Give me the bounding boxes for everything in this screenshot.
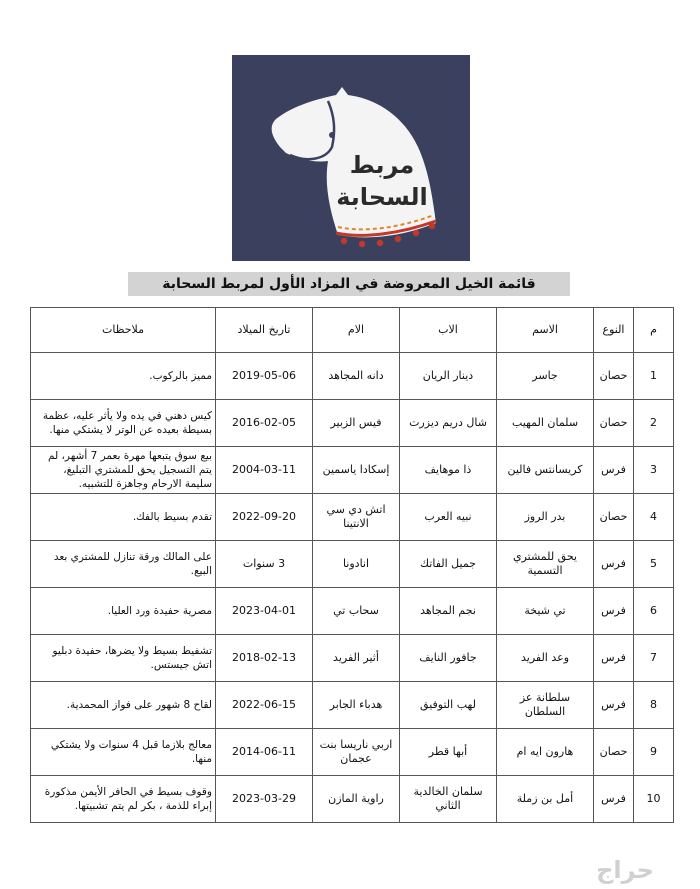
- cell-number: 3: [634, 447, 674, 494]
- cell-birth-date: 2023-03-29: [216, 776, 313, 823]
- cell-type: فرس: [594, 635, 634, 682]
- cell-name: يحق للمشتري التسمية: [497, 541, 594, 588]
- cell-name: هارون ايه ام: [497, 729, 594, 776]
- cell-number: 6: [634, 588, 674, 635]
- horse-head-icon: [232, 55, 470, 261]
- cell-type: حصان: [594, 353, 634, 400]
- cell-notes: وقوف بسيط في الحافر الأيمن مذكورة إبراء للذمة ، بكر لم يتم تشبيتها.: [31, 776, 216, 823]
- cell-name: أمل بن زملة: [497, 776, 594, 823]
- logo-text-line2: السحابة: [336, 183, 428, 211]
- cell-sire: نجم المجاهد: [400, 588, 497, 635]
- cell-notes: معالج بلازما قبل 4 سنوات ولا يشتكي منها.: [31, 729, 216, 776]
- table-row: [31, 400, 674, 447]
- stable-logo: [232, 55, 470, 261]
- cell-sire: دينار الريان: [400, 353, 497, 400]
- column-header-birth-date: تاريخ الميلاد: [216, 308, 313, 353]
- cell-sire: نبيه العرب: [400, 494, 497, 541]
- cell-dam: فيس الزبير: [313, 400, 400, 447]
- cell-number: 8: [634, 682, 674, 729]
- cell-notes: على المالك ورقة تنازل للمشتري بعد البيع.: [31, 541, 216, 588]
- horses-table: [30, 307, 674, 823]
- column-header-dam: الام: [313, 308, 400, 353]
- cell-dam: انادونا: [313, 541, 400, 588]
- table-row: [31, 541, 674, 588]
- watermark-text: حراج: [596, 856, 654, 884]
- table-row: [31, 588, 674, 635]
- cell-sire: جافور النايف: [400, 635, 497, 682]
- cell-birth-date: 2004-03-11: [216, 447, 313, 494]
- cell-birth-date: 2022-06-15: [216, 682, 313, 729]
- cell-birth-date: 2019-05-06: [216, 353, 313, 400]
- cell-notes: تشفيط بسيط ولا يضرها، حفيدة دبليو اتش جيستس.: [31, 635, 216, 682]
- cell-notes: كيس دهني في يده ولا يأثر عليه، عظمة بسيطة بعيده عن الوتر لا يشتكي منها.: [31, 400, 216, 447]
- table-row: [31, 776, 674, 823]
- cell-name: بدر الروز: [497, 494, 594, 541]
- column-header-type: النوع: [594, 308, 634, 353]
- column-header-sire: الاب: [400, 308, 497, 353]
- cell-sire: لهب التوفيق: [400, 682, 497, 729]
- table-row: [31, 494, 674, 541]
- cell-dam: هدباء الجابر: [313, 682, 400, 729]
- cell-number: 9: [634, 729, 674, 776]
- cell-notes: مميز بالركوب.: [31, 353, 216, 400]
- cell-number: 4: [634, 494, 674, 541]
- cell-notes: بيع سوق يتبعها مهرة بعمر 7 أشهر، لم يتم التسجيل يحق للمشتري التبليغ، سليمة الارحام وجاهزة للتشبيه.: [31, 447, 216, 494]
- cell-dam: أثير الفريد: [313, 635, 400, 682]
- cell-dam: دانه المجاهد: [313, 353, 400, 400]
- cell-name: سلطانة عز السلطان: [497, 682, 594, 729]
- cell-dam: إسكادا ياسمين: [313, 447, 400, 494]
- table-row: [31, 682, 674, 729]
- cell-name: سلمان المهيب: [497, 400, 594, 447]
- cell-type: فرس: [594, 447, 634, 494]
- cell-type: حصان: [594, 729, 634, 776]
- cell-type: فرس: [594, 588, 634, 635]
- cell-name: وعد الفريد: [497, 635, 594, 682]
- cell-type: حصان: [594, 494, 634, 541]
- column-header-notes: ملاحظات: [31, 308, 216, 353]
- page-title: قائمة الخيل المعروضة في المزاد الأول لمربط السحابة: [128, 272, 570, 296]
- cell-birth-date: 2014-06-11: [216, 729, 313, 776]
- cell-notes: مصرية حفيدة ورد العليا.: [31, 588, 216, 635]
- cell-birth-date: 3 سنوات: [216, 541, 313, 588]
- cell-sire: شال دريم ديزرت: [400, 400, 497, 447]
- table-row: [31, 447, 674, 494]
- cell-type: فرس: [594, 541, 634, 588]
- haraj-watermark: [560, 852, 690, 886]
- cell-number: 1: [634, 353, 674, 400]
- column-header-number: م: [634, 308, 674, 353]
- table-header-row: [31, 308, 674, 353]
- cell-sire: سلمان الخالدية الثاني: [400, 776, 497, 823]
- cell-number: 7: [634, 635, 674, 682]
- cell-birth-date: 2018-02-13: [216, 635, 313, 682]
- cell-birth-date: 2023-04-01: [216, 588, 313, 635]
- cell-birth-date: 2022-09-20: [216, 494, 313, 541]
- cell-name: تي شيخة: [497, 588, 594, 635]
- cell-notes: تقدم بسيط بالفك.: [31, 494, 216, 541]
- cell-name: كريسانتس فالين: [497, 447, 594, 494]
- cell-type: فرس: [594, 682, 634, 729]
- cell-type: حصان: [594, 400, 634, 447]
- logo-text-line1: مربط: [349, 151, 415, 179]
- cell-sire: ذا موهايف: [400, 447, 497, 494]
- cell-sire: جميل الفاتك: [400, 541, 497, 588]
- cell-number: 2: [634, 400, 674, 447]
- cell-dam: اربي ناريسا بنت عجمان: [313, 729, 400, 776]
- table-row: [31, 635, 674, 682]
- cell-number: 10: [634, 776, 674, 823]
- table-row: [31, 729, 674, 776]
- cell-birth-date: 2016-02-05: [216, 400, 313, 447]
- cell-number: 5: [634, 541, 674, 588]
- cell-dam: اتش دي سي الانتينا: [313, 494, 400, 541]
- cell-sire: أبها قطر: [400, 729, 497, 776]
- cell-type: فرس: [594, 776, 634, 823]
- cell-notes: لقاح 8 شهور على فواز المحمدية.: [31, 682, 216, 729]
- cell-dam: راوية المازن: [313, 776, 400, 823]
- cell-name: جاسر: [497, 353, 594, 400]
- column-header-name: الاسم: [497, 308, 594, 353]
- table-row: [31, 353, 674, 400]
- cell-dam: سحاب تي: [313, 588, 400, 635]
